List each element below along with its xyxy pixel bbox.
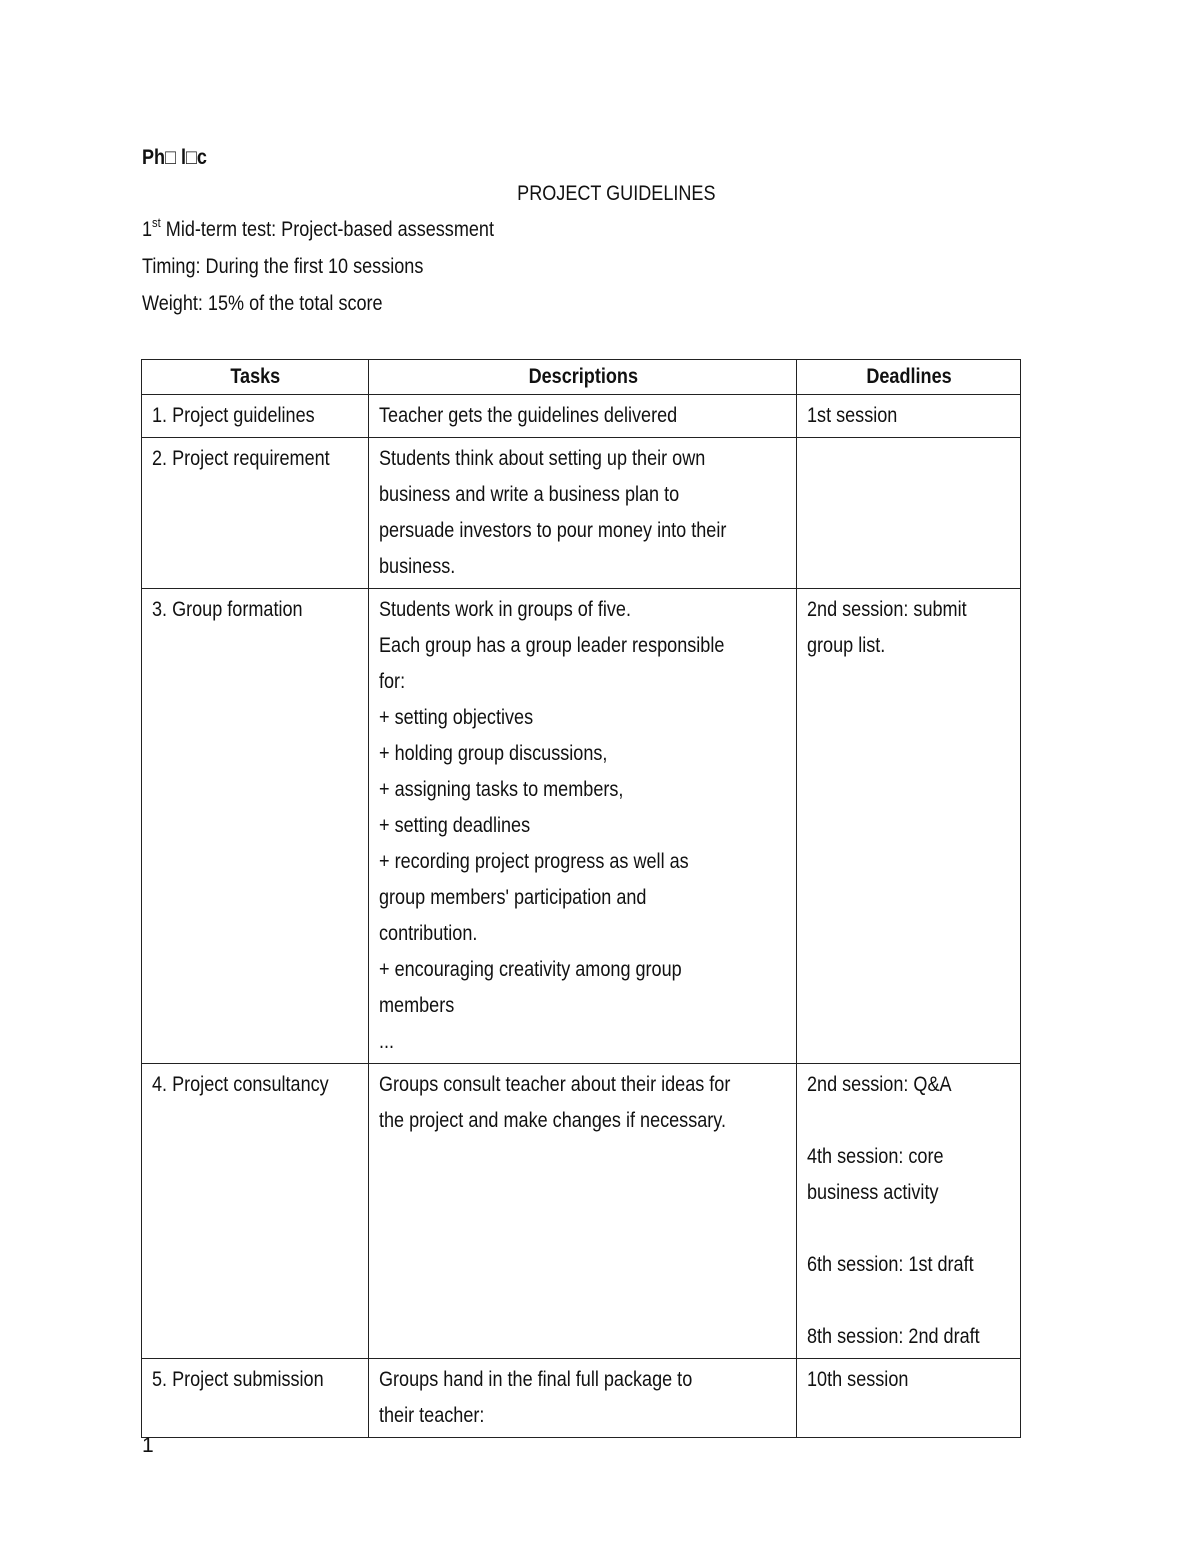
table-row	[142, 395, 1021, 438]
table-header-row	[142, 360, 1021, 395]
description-line: Groups hand in the final full package to	[378, 1368, 692, 1391]
description-cell	[368, 395, 797, 438]
description-line: business and write a business plan to	[378, 483, 679, 506]
description-line: + setting objectives	[378, 706, 533, 729]
description-line: + holding group discussions,	[378, 742, 608, 765]
table-row	[142, 589, 1021, 1064]
table-row	[142, 1359, 1021, 1438]
task-text: 1. Project guidelines	[152, 404, 315, 427]
description-line: + assigning tasks to members,	[378, 778, 624, 801]
guidelines-table	[141, 359, 1021, 1438]
deadline-line	[807, 1103, 1011, 1139]
deadline-line: 2nd session: Q&A	[807, 1073, 952, 1096]
deadline-cell	[797, 589, 1021, 1064]
description-line: members	[378, 994, 454, 1017]
deadline-line: business activity	[807, 1181, 939, 1204]
description-line: business.	[378, 555, 455, 578]
appendix-label: Ph□ l□c	[142, 146, 207, 169]
description-line: for:	[378, 670, 405, 693]
task-cell	[142, 589, 369, 1064]
header-deadlines: Deadlines	[797, 360, 1021, 395]
deadline-line: 4th session: core	[807, 1145, 944, 1168]
header-tasks: Tasks	[142, 360, 369, 395]
document-title: PROJECT GUIDELINES	[516, 182, 716, 205]
weight-line: Weight: 15% of the total score	[142, 292, 383, 315]
deadline-line: 8th session: 2nd draft	[807, 1325, 980, 1348]
deadline-line: 1st session	[807, 404, 898, 427]
deadline-cell	[797, 1064, 1021, 1359]
table-row	[142, 1064, 1021, 1359]
task-text: 3. Group formation	[152, 598, 303, 621]
description-cell	[368, 1359, 797, 1438]
task-cell	[142, 438, 369, 589]
deadline-line	[807, 1211, 1011, 1247]
task-cell	[142, 1064, 369, 1359]
description-line: contribution.	[378, 922, 477, 945]
task-text: 2. Project requirement	[152, 447, 330, 470]
description-line: + setting deadlines	[378, 814, 530, 837]
description-line: Students think about setting up their own	[378, 447, 705, 470]
deadline-line: 2nd session: submit	[807, 598, 967, 621]
description-cell	[368, 438, 797, 589]
description-line: Teacher gets the guidelines delivered	[378, 404, 677, 427]
description-line: ...	[378, 1030, 394, 1053]
description-cell	[368, 1064, 797, 1359]
midterm-line: 1st Mid-term test: Project-based assessment	[142, 215, 494, 241]
deadline-cell	[797, 395, 1021, 438]
description-line: Groups consult teacher about their ideas for	[378, 1073, 730, 1096]
description-line: Students work in groups of five.	[378, 598, 631, 621]
deadline-line: group list.	[807, 634, 886, 657]
header-descriptions: Descriptions	[368, 360, 797, 395]
deadline-cell	[797, 438, 1021, 589]
deadline-line: 10th session	[807, 1368, 909, 1391]
task-cell	[142, 1359, 369, 1438]
description-line: + recording project progress as well as	[378, 850, 689, 873]
description-line: group members' participation and	[378, 886, 647, 909]
task-text: 4. Project consultancy	[152, 1073, 329, 1096]
description-line: persuade investors to pour money into their	[378, 519, 726, 542]
task-cell	[142, 395, 369, 438]
table-row	[142, 438, 1021, 589]
deadline-line	[807, 1283, 1011, 1319]
description-line: + encouraging creativity among group	[378, 958, 682, 981]
deadline-line: 6th session: 1st draft	[807, 1253, 974, 1276]
description-line: their teacher:	[378, 1404, 485, 1427]
timing-line: Timing: During the first 10 sessions	[142, 255, 424, 278]
task-text: 5. Project submission	[152, 1368, 324, 1391]
description-cell	[368, 589, 797, 1064]
description-line: the project and make changes if necessary.	[378, 1109, 726, 1132]
description-line: Each group has a group leader responsible	[378, 634, 724, 657]
page-number: 1	[142, 1434, 154, 1457]
deadline-cell	[797, 1359, 1021, 1438]
